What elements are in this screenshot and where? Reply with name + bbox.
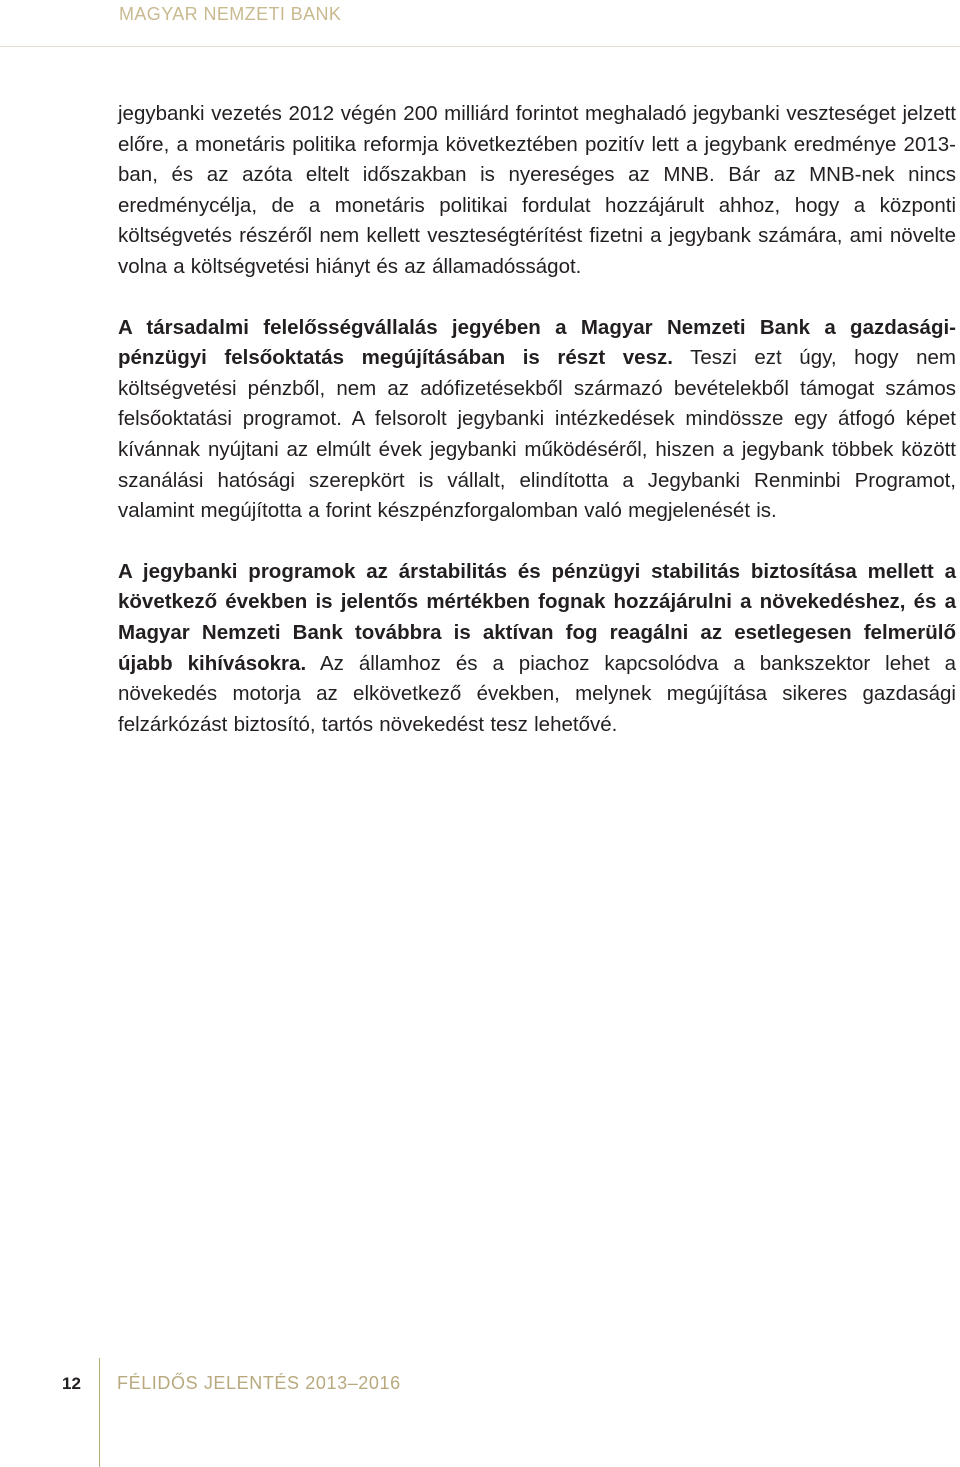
paragraph-2: [118, 313, 956, 527]
page-header: [0, 0, 960, 47]
page-number: 12: [62, 1374, 81, 1393]
main-content: [118, 99, 956, 740]
header-title: MAGYAR NEMZETI BANK: [119, 4, 342, 24]
paragraph-3: [118, 557, 956, 741]
paragraph-1: [118, 99, 956, 283]
footer-divider: [99, 1358, 100, 1467]
paragraph-3-text: Az államhoz és a piachoz kapcsolódva a bankszektor lehet a növekedés motorja az elkövetkező években, melynek megújítása sikeres gazdasági felzárkózást biztosító, tartós növekedést tesz lehetővé.: [118, 651, 956, 736]
paragraph-1-text: jegybanki vezetés 2012 végén 200 milliárd forintot meghaladó jegybanki veszteséget jelzett előre, a monetáris politika reformja következtében pozitív lett a jegybank eredménye 2013-ban, és az azóta eltelt időszakban is nyereséges az MNB. Bár az MNB-nek nincs eredménycélja, de a monetáris politikai fordulat hozzájárult ahhoz, hogy a központi költségvetés részéről nem kellett veszteségtérítést fizetni a jegybank számára, ami növelte volna a költségvetési hiányt és az államadósságot.: [118, 102, 956, 278]
paragraph-2-lead: A társadalmi felelősségvállalás jegyében a Magyar Nemzeti Bank a gazdasági-pénzügyi felsőoktatás megújításában is részt vesz.: [118, 315, 956, 370]
footer-title: FÉLIDŐS JELENTÉS 2013–2016: [117, 1373, 401, 1393]
paragraph-3-lead: A jegybanki programok az árstabilitás és pénzügyi stabilitás biztosítása mellett a következő években is jelentős mértékben fognak hozzájárulni a növekedéshez, és a Magyar Nemzeti Bank továbbra is aktívan fog reagálni az esetlegesen felmerülő újabb kihívásokra.: [118, 559, 956, 675]
paragraph-2-text: Teszi ezt úgy, hogy nem költségvetési pénzből, nem az adófizetésekből származó bevételekből támogat számos felsőoktatási programot. A felsorolt jegybanki intézkedések mindössze egy átfogó képet kívánnak nyújtani az elmúlt évek jegybanki működéséről, hiszen a jegybank többek között szanálási hatósági szerepkört is vállalt, elindította a Jegybanki Renminbi Programot, valamint megújította a forint készpénzforgalomban való megjelenését is.: [118, 346, 956, 523]
